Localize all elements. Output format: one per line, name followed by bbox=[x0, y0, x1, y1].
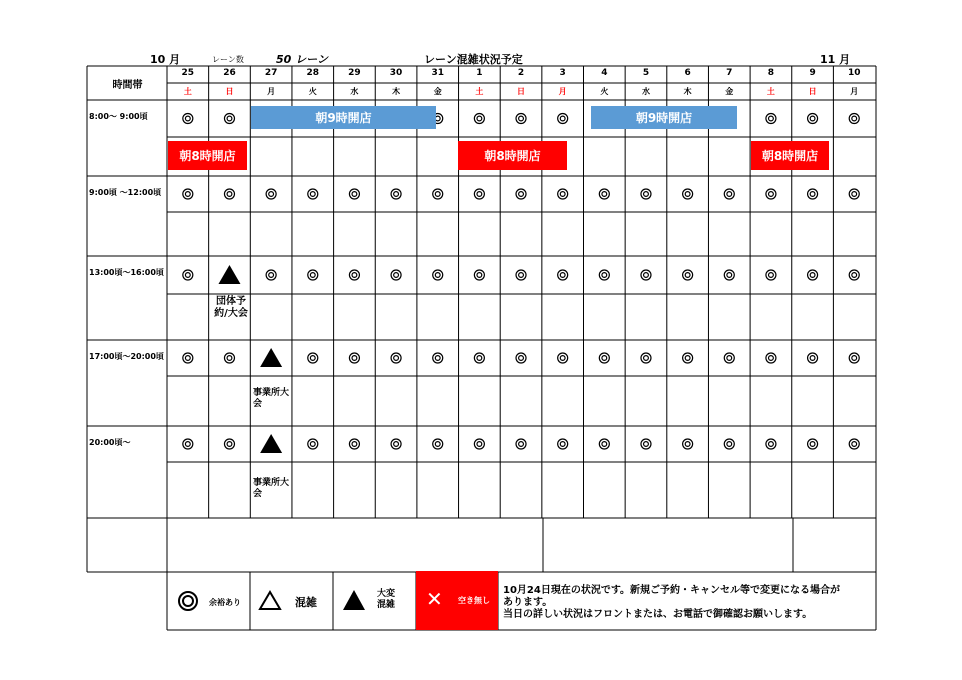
time-slot-label: 20:00頃～ bbox=[89, 438, 131, 447]
date-cell: 3 bbox=[559, 68, 566, 78]
legend-full-label: 空き無し bbox=[458, 596, 490, 605]
weekday-cell: 金 bbox=[433, 87, 442, 96]
cross-icon: ✕ bbox=[426, 587, 443, 611]
banner-open-9am-1: 朝9時開店 bbox=[251, 106, 436, 129]
date-cell: 9 bbox=[809, 68, 816, 78]
banner-open-9am-2: 朝9時開店 bbox=[591, 106, 737, 129]
time-header: 時間帯 bbox=[112, 79, 143, 91]
lanes-label: レーン数 bbox=[212, 55, 244, 64]
month-left: 10 月 bbox=[150, 53, 181, 66]
weekday-cell: 土 bbox=[475, 87, 484, 96]
weekday-cell: 日 bbox=[225, 87, 234, 96]
legend-full-box bbox=[416, 571, 498, 630]
legend-very-busy-label: 大変混雑 bbox=[377, 589, 396, 610]
time-slot-label: 9:00頃 ～12:00頃 bbox=[89, 188, 162, 197]
banner-open-8am-3: 朝8時開店 bbox=[751, 141, 829, 170]
notice-text bbox=[503, 585, 875, 621]
lanes-value: 50 レーン bbox=[276, 53, 328, 66]
notice-line-2: あります。 bbox=[503, 597, 553, 608]
note-group-reservation: 団体予約/大会 bbox=[214, 296, 248, 319]
weekday-cell: 火 bbox=[308, 87, 317, 96]
legend-busy-label: 混雑 bbox=[295, 596, 317, 609]
legend-triangle-outline-icon bbox=[260, 592, 280, 609]
weekday-cell: 土 bbox=[766, 87, 775, 96]
note-office-event-2: 事業所大会 bbox=[253, 478, 290, 499]
time-slot-label: 13:00頃～16:00頃 bbox=[89, 268, 164, 277]
date-cell: 27 bbox=[264, 68, 278, 78]
legend-triangle-filled-icon bbox=[343, 590, 365, 610]
weekday-cell: 木 bbox=[392, 87, 401, 96]
date-cell: 10 bbox=[847, 68, 861, 78]
date-cell: 28 bbox=[306, 68, 320, 78]
time-slot-label: 17:00頃～20:00頃 bbox=[89, 352, 164, 361]
notice-line-3: 当日の詳しい状況はフロントまたは、お電話で御確認お願いします。 bbox=[503, 609, 813, 620]
legend-available-label: 余裕あり bbox=[209, 598, 241, 607]
time-slot-label: 8:00～ 9:00頃 bbox=[89, 112, 148, 121]
weekday-cell: 土 bbox=[183, 87, 192, 96]
page-title: レーン混雑状況予定 bbox=[424, 53, 523, 66]
date-cell: 29 bbox=[348, 68, 361, 78]
notice-line-1: 10月24日現在の状況です。新規ご予約・キャンセル等で変更になる場合が bbox=[503, 585, 841, 596]
weekday-cell: 火 bbox=[600, 87, 609, 96]
date-cell: 1 bbox=[476, 68, 483, 78]
weekday-cell: 水 bbox=[350, 87, 359, 96]
banner-open-8am-2: 朝8時開店 bbox=[458, 141, 567, 170]
date-cell: 7 bbox=[726, 68, 733, 78]
date-cell: 8 bbox=[767, 68, 775, 78]
legend-double-circle-icon bbox=[179, 592, 197, 610]
date-cell: 6 bbox=[684, 68, 691, 78]
weekday-cell: 水 bbox=[641, 87, 650, 96]
weekday-cell: 月 bbox=[850, 87, 859, 96]
weekday-cell: 木 bbox=[683, 87, 692, 96]
date-cell: 5 bbox=[642, 68, 650, 78]
weekday-cell: 金 bbox=[725, 87, 734, 96]
weekday-cell: 日 bbox=[808, 87, 817, 96]
date-cell: 31 bbox=[431, 68, 444, 78]
date-cell: 4 bbox=[601, 68, 608, 78]
date-cell: 26 bbox=[223, 68, 236, 78]
weekday-cell: 月 bbox=[558, 87, 567, 96]
note-office-event-1: 事業所大会 bbox=[253, 388, 290, 409]
banner-open-8am-1: 朝8時開店 bbox=[168, 141, 247, 170]
weekday-cell: 月 bbox=[267, 87, 276, 96]
month-right: 11 月 bbox=[820, 53, 851, 66]
weekday-cell: 日 bbox=[517, 87, 525, 96]
date-cell: 25 bbox=[181, 68, 195, 78]
date-cell: 30 bbox=[389, 68, 403, 78]
date-cell: 2 bbox=[517, 68, 525, 78]
